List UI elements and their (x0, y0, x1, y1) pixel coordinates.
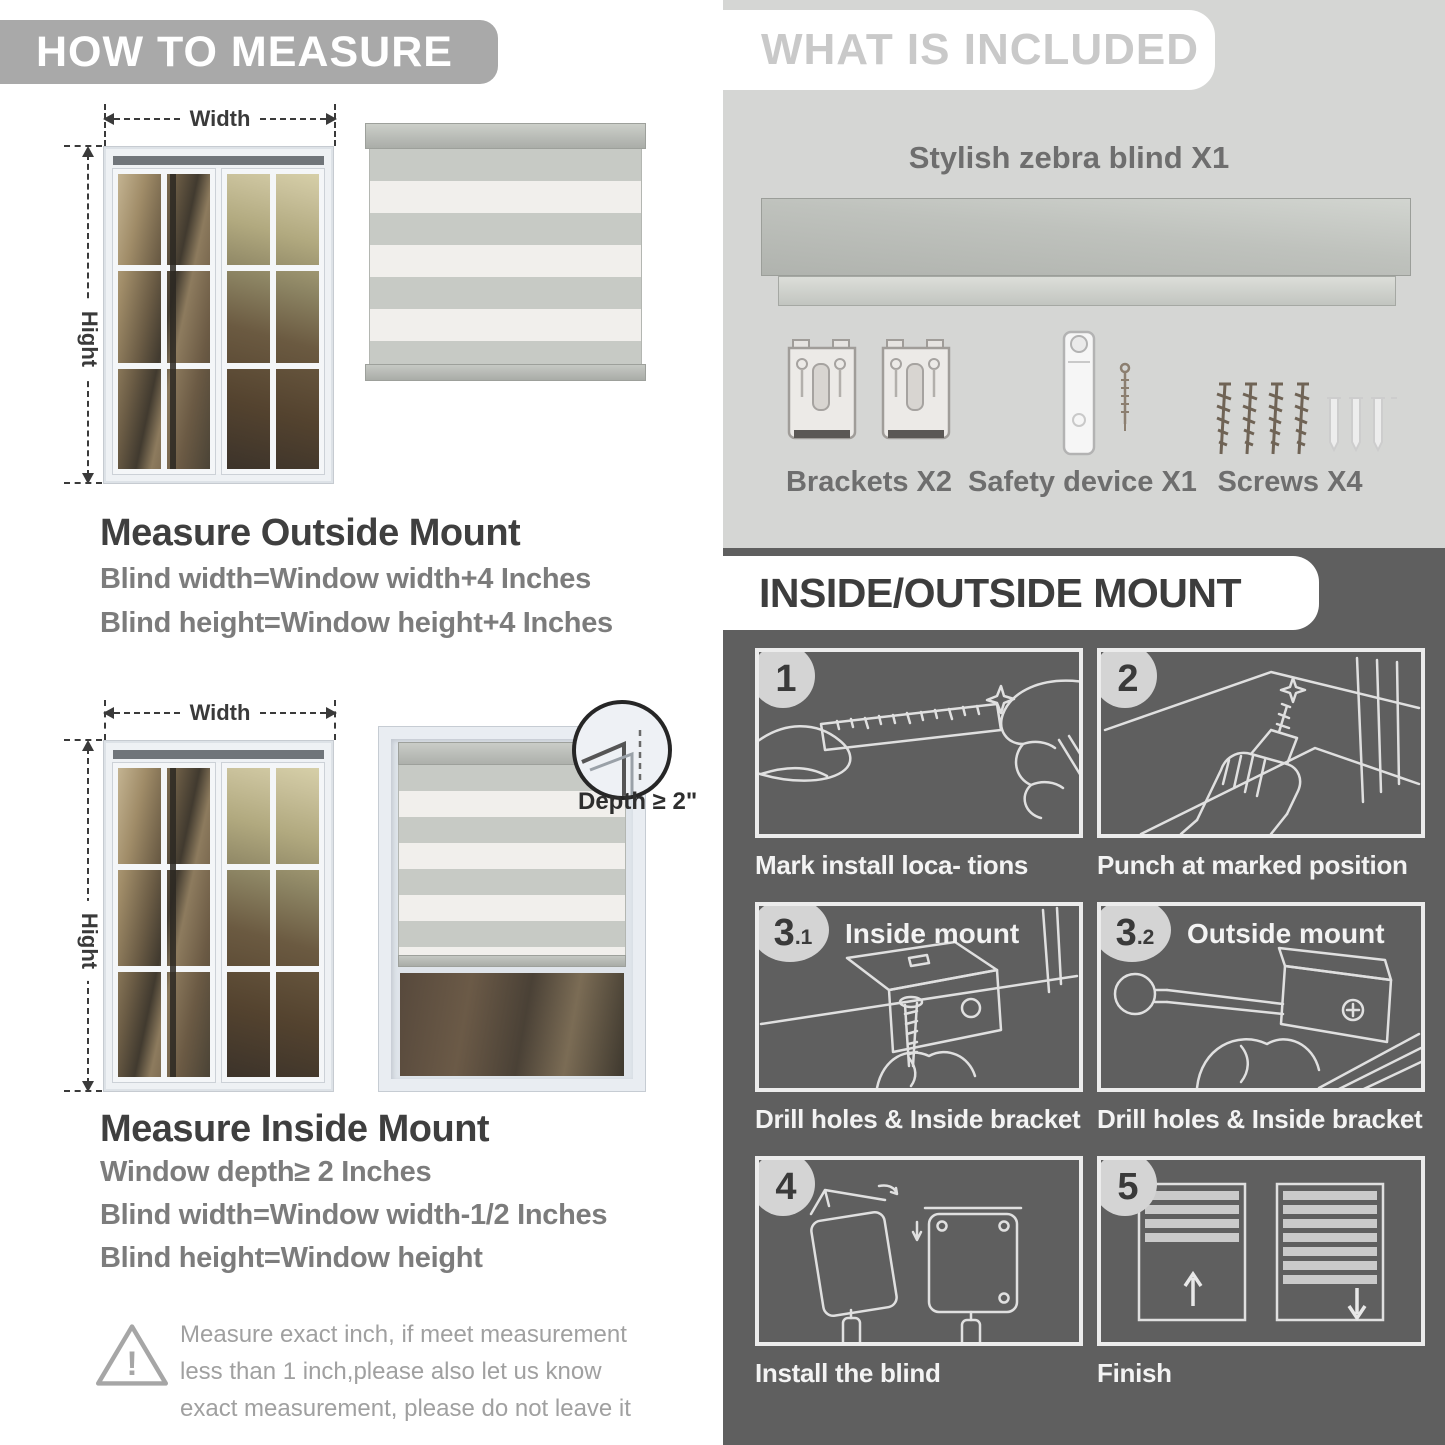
step-1-caption: Mark install loca- tions (755, 850, 1029, 880)
step-3-1-caption: Drill holes & Inside bracket (755, 1104, 1081, 1134)
window-casement-right (222, 169, 324, 474)
blind-bottom-rail (398, 955, 626, 967)
inside-mount-line1: Window depth≥ 2 Inches (100, 1156, 432, 1188)
brackets-label: Brackets X2 (785, 466, 953, 498)
safety-device-label: Safety device X1 (968, 466, 1197, 498)
step-2-panel (1097, 648, 1425, 838)
window-lintel (113, 156, 324, 165)
warning-text: Measure exact inch, if meet measurement less than 1 inch,please also let us know exact measurement, please do not leave it (180, 1321, 631, 1423)
window-casement-left (113, 763, 215, 1082)
blind-title: Stylish zebra blind X1 (908, 140, 1230, 175)
step-5-badge: 5 (1097, 1156, 1157, 1216)
extension-line (104, 700, 106, 740)
how-to-measure-title: HOW TO MEASURE (36, 27, 453, 76)
step-3-1 (755, 902, 1083, 1156)
height-arrow-outside (77, 146, 102, 484)
step-3-2-panel (1097, 902, 1425, 1092)
step-2 (1097, 648, 1425, 902)
step-5-caption: Finish (1097, 1358, 1172, 1388)
step-4-caption: Install the blind (755, 1358, 941, 1388)
extension-line (334, 700, 336, 740)
width-label: Width (189, 700, 251, 725)
bottom-rail-image (778, 276, 1396, 306)
window-photo-inside (103, 740, 334, 1092)
inside-mount-heading: Measure Inside Mount (100, 1108, 490, 1150)
hight-label: Hight (70, 901, 108, 981)
arrow-down-icon (82, 473, 94, 484)
what-is-included-title: WHAT IS INCLUDED (761, 25, 1200, 74)
outside-mount-line2: Blind height=Window height+4 Inches (100, 607, 613, 639)
step-5-panel (1097, 1156, 1425, 1346)
brackets-icon (785, 336, 953, 462)
zebra-blind-figure (365, 123, 646, 381)
width-label: Width (189, 106, 251, 131)
step-3-2-title: Outside mount (1187, 918, 1385, 949)
inside-mount-figure (378, 726, 698, 1092)
screws-icon (1211, 376, 1397, 470)
safety-device-icon (1028, 328, 1153, 468)
warning-exclamation: ! (126, 1345, 138, 1383)
inside-mount-line3: Blind height=Window height (100, 1242, 483, 1274)
what-is-included-section (723, 0, 1445, 548)
width-arrow-inside (103, 700, 337, 725)
step-3-1-badge: 3 .1 (755, 902, 829, 962)
window-photo-outside (103, 146, 334, 484)
inside-mount-line2: Blind width=Window width-1/2 Inches (100, 1199, 608, 1231)
mount-title: INSIDE/OUTSIDE MOUNT (759, 569, 1242, 616)
step-2-caption: Punch at marked position (1097, 850, 1408, 880)
step-1-panel (755, 648, 1083, 838)
step-4 (755, 1156, 1083, 1410)
install-steps-grid (755, 648, 1427, 1410)
outside-mount-heading: Measure Outside Mount (100, 512, 521, 554)
window-casement-right (222, 763, 324, 1082)
arrow-down-icon (82, 1081, 94, 1092)
blind-stripes (369, 149, 642, 364)
step-3-2-badge: 3 .2 (1097, 902, 1171, 962)
step-1 (755, 648, 1083, 902)
step-3-2-caption: Drill holes & Inside bracket (1097, 1104, 1423, 1134)
mount-banner (723, 556, 1319, 630)
what-is-included-banner (723, 10, 1215, 90)
window-pane (400, 973, 624, 1076)
depth-label: Depth ≥ 2" (578, 788, 698, 815)
height-arrow-inside (77, 740, 102, 1092)
screws-label: Screws X4 (1217, 466, 1363, 498)
step-5 (1097, 1156, 1425, 1410)
blind-cassette (365, 123, 646, 149)
depth-magnifier-icon (572, 700, 672, 800)
extension-line (104, 104, 106, 146)
extension-line (334, 104, 336, 146)
step-4-badge: 4 (755, 1156, 815, 1216)
inside-outside-mount-section (723, 548, 1445, 1445)
how-to-measure-banner (0, 20, 498, 84)
step-3-1-title: Inside mount (845, 918, 1020, 949)
step-2-badge: 2 (1097, 648, 1157, 708)
blind-bottom-rail (365, 364, 646, 381)
step-3-2 (1097, 902, 1425, 1156)
width-arrow-outside (103, 106, 337, 131)
window-casement-left (113, 169, 215, 474)
step-1-badge: 1 (755, 648, 815, 708)
step-3-1-panel (755, 902, 1083, 1092)
step-4-panel (755, 1156, 1083, 1346)
hight-label: Hight (70, 299, 108, 379)
window-lintel (113, 750, 324, 759)
headrail-image (761, 198, 1411, 276)
outside-mount-line1: Blind width=Window width+4 Inches (100, 563, 591, 595)
how-to-measure-section (0, 0, 722, 1445)
